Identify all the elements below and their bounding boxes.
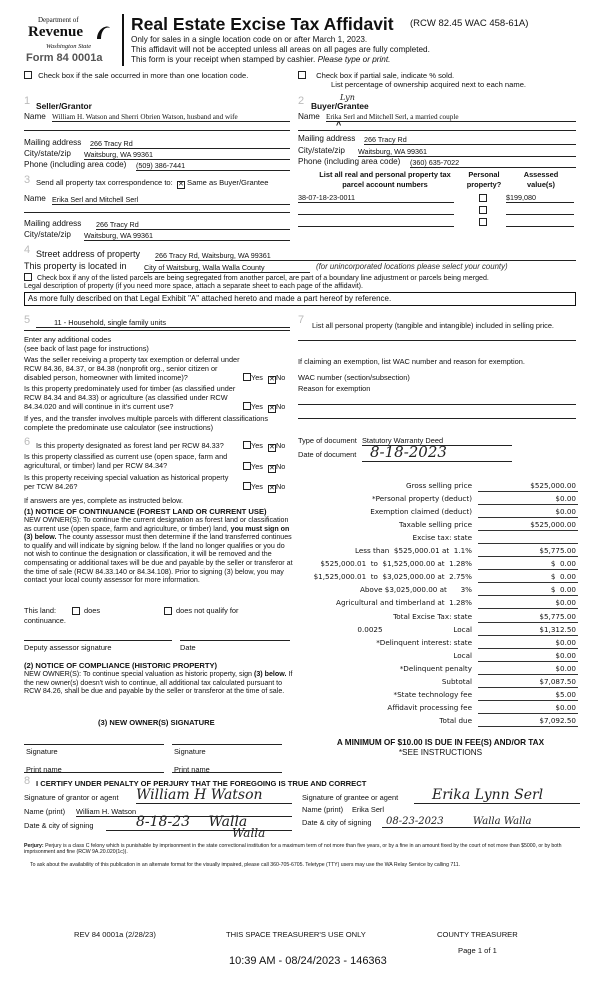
corr-row xyxy=(36,178,269,189)
fee-value[interactable]: $525,000.00 xyxy=(478,481,578,492)
corr-mail-field[interactable]: 266 Tracy Rd xyxy=(96,220,290,230)
header-divider xyxy=(122,14,124,66)
fee-row xyxy=(298,572,578,585)
section-3-number: 3 xyxy=(24,174,31,186)
signature-label-1: Signature xyxy=(26,747,58,756)
fee-row xyxy=(298,638,578,651)
fee-label: Total Excise Tax: state xyxy=(393,611,472,621)
buyer-heading: Buyer/Grantee xyxy=(311,101,369,111)
section-4-number: 4 xyxy=(24,244,31,256)
grantee-date-text: 08-23-2023 xyxy=(386,816,444,827)
deputy-signature-line[interactable] xyxy=(24,640,172,641)
fee-label: Agricultural and timberland at 1.28% xyxy=(336,598,472,608)
partial-sale-row xyxy=(298,71,454,80)
yes-label: Yes xyxy=(251,482,263,491)
buyer-mail-field[interactable]: 266 Tracy Rd xyxy=(364,135,576,145)
fee-row xyxy=(298,494,578,507)
seller-name-field[interactable]: William H. Watson and Sherri Obrien Watson, husband and wife xyxy=(52,113,290,122)
parcel-header-list: List all real and personal property tax parcel account numbers xyxy=(319,170,451,189)
location-note: (for unincorporated locations please select your county) xyxy=(316,262,508,271)
subtitle-3-b: Please type or print. xyxy=(317,55,391,64)
segregation-checkbox[interactable] xyxy=(24,273,32,281)
s5-q2-yes-checkbox[interactable] xyxy=(243,402,251,410)
subtitle-3-a: This form is your receipt when stamped by cashier. xyxy=(131,55,316,64)
doc-type-label: Type of document xyxy=(298,436,357,445)
corr-name-label: Name xyxy=(24,194,46,203)
parcel-number-field[interactable] xyxy=(298,217,454,227)
land-does-not-label: does not qualify for xyxy=(176,606,239,615)
fee-row xyxy=(298,546,578,559)
grantee-name-label: Name (print) xyxy=(302,805,344,814)
grantor-date-text: 8-18-23 xyxy=(136,814,190,830)
section-8-number: 8 xyxy=(24,775,31,787)
no-label: No xyxy=(275,441,286,450)
grantor-name-field[interactable]: William H. Watson xyxy=(76,807,292,817)
buyer-phone-field[interactable]: (360) 635-7022 xyxy=(410,158,576,168)
subtitle-1: Only for sales in a single location code on or after March 1, 2023. xyxy=(131,35,368,44)
fee-row xyxy=(298,651,578,664)
corr-name-field[interactable]: Erika Serl and Mitchell Serl xyxy=(52,195,290,205)
recording-stamp: 10:39 AM - 08/24/2023 - 146363 xyxy=(229,955,387,967)
s6-q2-no-checkbox[interactable] xyxy=(268,465,276,473)
section-2-number: 2 xyxy=(298,95,305,107)
assessed-value-field[interactable]: $199,080 xyxy=(506,193,574,203)
grantee-date-label: Date & city of signing xyxy=(302,818,372,827)
buyer-city-label: City/state/zip xyxy=(298,146,345,155)
multi-location-checkbox[interactable] xyxy=(24,71,32,79)
multi-location-row xyxy=(24,71,248,80)
reason-line-2[interactable] xyxy=(298,418,576,419)
additional-codes-label: Enter any additional codes xyxy=(24,335,112,344)
deputy-date-line[interactable] xyxy=(180,640,290,641)
doc-type-field[interactable]: Statutory Warranty Deed xyxy=(362,436,512,446)
no-label: No xyxy=(275,482,286,491)
reason-label: Reason for exemption xyxy=(298,384,371,393)
doc-date-field[interactable]: 8-18-2023 xyxy=(362,443,512,462)
page-number: Page 1 of 1 xyxy=(458,946,497,955)
land-does-checkbox[interactable] xyxy=(72,607,80,615)
fee-value[interactable]: $0.00 xyxy=(478,598,578,609)
partial-sale-label: Check box if partial sale, indicate % sold. xyxy=(316,71,455,80)
s5-q1-answer xyxy=(243,373,285,384)
form-rcw: (RCW 82.45 WAC 458-61A) xyxy=(410,18,529,29)
fee-value[interactable]: $5,775.00 xyxy=(478,546,578,557)
same-as-buyer-label: Same as Buyer/Grantee xyxy=(187,178,269,187)
location-label: This property is located in xyxy=(24,261,127,271)
parcel-row-3 xyxy=(298,217,576,228)
buyer-mail-label: Mailing address xyxy=(298,134,356,143)
fee-row xyxy=(298,520,578,533)
seller-city-row xyxy=(24,149,290,158)
new-owner-signature-heading: (3) NEW OWNER(S) SIGNATURE xyxy=(98,718,215,727)
s6-ifyes: If answers are yes, complete as instructed below. xyxy=(24,496,183,505)
fee-value[interactable]: $ 0.00 xyxy=(478,585,578,596)
buyer-phone-row xyxy=(298,157,576,166)
wac-label: WAC number (section/subsection) xyxy=(298,373,410,382)
dept-label: Department of xyxy=(38,16,79,24)
seller-name-label: Name xyxy=(24,112,46,121)
grantee-city-text: Walla Walla xyxy=(472,816,532,827)
fee-value[interactable]: $0.00 xyxy=(478,494,578,505)
section-6-number: 6 xyxy=(24,436,31,448)
seller-mail-row xyxy=(24,138,290,147)
buyer-mail-row xyxy=(298,134,576,143)
personal-property-label: List all personal property (tangible and intangible) included in selling price. xyxy=(312,321,554,330)
fee-label: Affidavit processing fee xyxy=(387,702,472,712)
subtitle-2: This affidavit will not be accepted unless all areas on all pages are fully completed. xyxy=(131,45,430,54)
certify-text: I CERTIFY UNDER PENALTY OF PERJURY THAT THE FOREGOING IS TRUE AND CORRECT xyxy=(36,779,367,788)
fee-row xyxy=(298,612,578,625)
print-name-label-2: Print name xyxy=(174,765,210,774)
fee-value[interactable]: $1,312.50 xyxy=(478,625,578,636)
use-code-line2 xyxy=(24,330,290,331)
fee-row xyxy=(298,481,578,494)
seller-city-label: City/state/zip xyxy=(24,149,71,158)
s5-q2: Is this property predominately used for timber (as classified under RCW 84.34 and 84.33) or agriculture (as classified under RCW 84.34.020 and will continue in it's current use? xyxy=(24,384,236,411)
fee-value[interactable]: $0.00 xyxy=(478,651,578,662)
seller-phone-row xyxy=(24,160,290,169)
subtitle-3 xyxy=(131,55,390,64)
treasurer-use-label: THIS SPACE TREASURER'S USE ONLY xyxy=(226,930,366,939)
alternate-format-note: To ask about the availability of this publication in an alternate format for the visually impaired, please call 360-705-6705. Teletype (TTY) users may use the WA Relay Service by calling 711. xyxy=(30,862,461,868)
doc-date-label: Date of document xyxy=(298,450,357,459)
grantor-date-label: Date & city of signing xyxy=(24,821,94,830)
parcel-header-personal: Personal property? xyxy=(466,170,502,189)
yes-label: Yes xyxy=(251,402,263,411)
s6-q3-answer xyxy=(243,482,285,493)
fee-value[interactable]: $7,092.50 xyxy=(478,716,578,727)
additional-codes-note: (see back of last page for instructions) xyxy=(24,344,149,353)
corr-city-label: City/state/zip xyxy=(24,230,71,239)
print-name-label-1: Print name xyxy=(26,765,62,774)
buyer-caret-mark: ^ xyxy=(336,120,342,130)
fee-row xyxy=(298,664,578,677)
new-owner-sig-line-1[interactable] xyxy=(24,744,164,745)
notice2-body xyxy=(24,670,296,696)
no-label: No xyxy=(275,402,286,411)
segregation-label: Check box if any of the listed parcels are being segregated from another parcel, are part of a boundary line adjustment or parcels being merged. xyxy=(36,274,489,282)
county-treasurer-label: COUNTY TREASURER xyxy=(437,930,518,939)
fee-label: Less than $525,000.01 at 1.1% xyxy=(354,546,472,556)
grantor-signature[interactable]: William H Watson xyxy=(136,787,292,804)
fee-value[interactable]: $ 0.00 xyxy=(478,572,578,583)
section-1-number: 1 xyxy=(24,95,31,107)
perjury-label: Perjury: xyxy=(24,843,44,849)
fee-label: *Delinquent interest: state xyxy=(376,637,472,647)
use-code-field[interactable]: 11 - Household, single family units xyxy=(36,318,290,328)
fee-value[interactable]: $0.00 xyxy=(478,703,578,714)
section-5-number: 5 xyxy=(24,314,31,326)
grantee-name-field[interactable]: Erika Serl xyxy=(352,805,385,814)
seller-name-row xyxy=(24,112,290,121)
multi-location-label: Check box if the sale occurred in more than one location code. xyxy=(38,71,249,80)
fee-label: *Delinquent penalty xyxy=(399,663,472,673)
fee-row xyxy=(298,690,578,703)
fee-label: Subtotal xyxy=(441,676,472,686)
no-label: No xyxy=(275,373,286,382)
s6-q2-answer xyxy=(243,462,285,473)
notice1-text-a: NEW OWNER(S): To continue the current designation as forest land or classification as current use (open space, farm and agriculture, or timber) land, xyxy=(24,516,289,533)
parcel-number-field[interactable] xyxy=(298,205,454,215)
notice1-title: (1) NOTICE OF CONTINUANCE (FOREST LAND OR CURRENT USE) xyxy=(24,507,267,516)
seller-phone-label: Phone (including area code) xyxy=(24,160,127,169)
yes-label: Yes xyxy=(251,462,263,471)
street-field[interactable]: 266 Tracy Rd, Waitsburg, WA 99361 xyxy=(155,251,576,261)
legal-description-box[interactable]: As more fully described on that Legal Exhibit "A" attached hereto and made a part hereof by reference. xyxy=(24,292,576,306)
revision-label: REV 84 0001a (2/28/23) xyxy=(74,930,156,939)
deputy-signature-label: Deputy assessor signature xyxy=(24,643,112,652)
personal-property-checkbox[interactable] xyxy=(479,194,487,202)
fee-row xyxy=(298,716,578,729)
yes-label: Yes xyxy=(251,373,263,382)
revenue-wordmark: Revenue xyxy=(28,24,83,40)
fee-row xyxy=(298,598,578,611)
s6-q3-no-checkbox[interactable] xyxy=(268,485,276,493)
notice2-text-a: NEW OWNER(S): To continue special valuation as historic property, sign xyxy=(24,670,253,678)
grantee-sig-row xyxy=(302,787,580,803)
fee-label: Exemption claimed (deduct) xyxy=(370,507,472,517)
s5-q3: If yes, and the transfer involves multiple parcels with different classifications complete the predominate use calculator (see instructions) xyxy=(24,414,269,432)
perjury-notice xyxy=(24,843,580,855)
fee-row xyxy=(298,559,578,572)
revenue-swirl-icon xyxy=(94,22,112,42)
land-does-label: does xyxy=(84,606,101,615)
perjury-text: Perjury is a class C felony which is punishable by imprisonment in the state correctional institution for a maximum term of not more than five years, or by a fine in an amount fixed by the court of not more than $5000, or by both imprisonment and fine (RCW 9A.20.020(1c)). xyxy=(24,843,562,856)
fee-label: $1,525,000.01 to $3,025,000.00 at 2.75% xyxy=(313,572,472,582)
fee-value[interactable]: $ 0.00 xyxy=(478,559,578,570)
form-number: Form 84 0001a xyxy=(26,52,103,64)
parcel-row-1 xyxy=(298,193,576,204)
notice1-text-b: you must sign on (3) below. xyxy=(24,524,290,542)
seller-mail-label: Mailing address xyxy=(24,138,82,147)
street-label: Street address of property xyxy=(36,249,141,259)
grantor-sig-row xyxy=(24,787,292,803)
fee-label: Total due xyxy=(439,715,472,725)
grantee-sig-label: Signature of grantee or agent xyxy=(302,793,399,802)
fee-value[interactable]: $7,087.50 xyxy=(478,677,578,688)
yes-label: Yes xyxy=(251,441,263,450)
corr-mail-label: Mailing address xyxy=(24,219,82,228)
fee-label: Above $3,025,000.00 at 3% xyxy=(359,585,472,595)
fee-value[interactable]: $5.00 xyxy=(478,690,578,701)
corr-mail-row xyxy=(24,219,290,228)
minimum-due-note: A MINIMUM OF $10.00 IS DUE IN FEE(S) AND/OR TAX xyxy=(336,738,545,747)
fee-row xyxy=(298,507,578,520)
buyer-phone-label: Phone (including area code) xyxy=(298,157,401,166)
notice1-text-c: The county assessor must then determine if the land transferred continues to qualify and will indicate by signing below. If the land no longer qualifies or you do not wish to continue the designation or classification, it will be removed and the compensating or additional taxes will be due and payable by the seller or transferor at the time of sale (RCW 84.33.140 or 84.34.108). Prior to signing (3) below, you may contact your local county assessor for more information. xyxy=(24,533,293,585)
fee-value[interactable]: $525,000.00 xyxy=(478,520,578,531)
fee-value[interactable]: $0.00 xyxy=(478,664,578,675)
s5-q1: Was the seller receiving a property tax exemption or deferral under RCW 84.36, 84.37, or 84.38 (nonprofit org., senior citizen or disabled person, homeowner with limited income)? xyxy=(24,355,240,382)
corr-name-line2 xyxy=(24,212,290,213)
form-title: Real Estate Excise Tax Affidavit xyxy=(131,14,394,34)
grantee-name-row xyxy=(302,805,580,814)
fee-label: *State technology fee xyxy=(393,689,472,699)
notice1-body xyxy=(24,516,294,585)
fee-row xyxy=(298,533,578,546)
land-does-not-checkbox[interactable] xyxy=(164,607,172,615)
fee-label: 0.0025 Local xyxy=(357,624,472,634)
seller-heading: Seller/Grantor xyxy=(36,101,92,111)
no-label: No xyxy=(275,462,286,471)
corr-label: Send all property tax correspondence to: xyxy=(36,178,173,187)
doc-date-row xyxy=(298,443,576,461)
segregation-row xyxy=(24,273,584,282)
this-land-label: This land: xyxy=(24,606,57,615)
fee-label: $525,000.01 to $1,525,000.00 at 1.28% xyxy=(320,559,472,569)
personal-property-checkbox[interactable] xyxy=(479,206,487,214)
corr-name-row xyxy=(24,194,290,203)
s6-q3: Is this property receiving special valuation as historical property per TCW 84.26? xyxy=(24,473,229,491)
assessed-value-field[interactable] xyxy=(506,217,574,227)
seller-name-line2 xyxy=(24,130,290,131)
location-row xyxy=(24,261,576,271)
same-as-buyer-checkbox[interactable] xyxy=(177,181,185,189)
exemption-label: If claiming an exemption, list WAC number and reason for exemption. xyxy=(298,357,525,366)
buyer-city-field[interactable]: Waitsburg, WA 99361 xyxy=(358,147,576,157)
wa-state-label: Washington State xyxy=(46,43,92,50)
buyer-handwritten-insert: Lyn xyxy=(340,93,355,102)
s5-q1-no-checkbox[interactable] xyxy=(268,376,276,384)
deputy-date-label: Date xyxy=(180,643,196,652)
s6-q1-no-checkbox[interactable] xyxy=(268,444,276,452)
signature-label-2: Signature xyxy=(174,747,206,756)
fee-value[interactable]: $5,775.00 xyxy=(478,612,578,623)
s6-q1-answer xyxy=(243,441,285,452)
fee-value[interactable]: $0.00 xyxy=(478,507,578,518)
fee-label: Local xyxy=(453,650,472,660)
assessed-value-field[interactable] xyxy=(506,205,574,215)
grantee-signature[interactable]: Erika Lynn Serl xyxy=(414,787,580,804)
corr-city-row xyxy=(24,230,290,239)
fee-label: Excise tax: state xyxy=(412,533,472,543)
s6-q2: Is this property classified as current use (open space, farm and agricultural, or timber) land per RCW 84.34? xyxy=(24,452,228,470)
buyer-name-label: Name xyxy=(298,112,320,121)
fee-row xyxy=(298,677,578,690)
grantor-sig-label: Signature of grantor or agent xyxy=(24,793,119,802)
s5-q1-yes-checkbox[interactable] xyxy=(243,373,251,381)
new-owner-sig-line-2[interactable] xyxy=(172,744,282,745)
seller-phone-field[interactable]: (509) 386-7441 xyxy=(136,161,290,171)
reason-line-1[interactable] xyxy=(298,404,576,405)
grantee-date-field[interactable] xyxy=(382,816,580,828)
grantor-city-continued: Walla xyxy=(232,826,266,840)
s6-q2-yes-checkbox[interactable] xyxy=(243,462,251,470)
personal-property-line-1[interactable] xyxy=(298,340,576,341)
fee-row xyxy=(298,703,578,716)
buyer-city-row xyxy=(298,146,576,155)
street-row xyxy=(36,249,576,259)
parcel-header-assessed: Assessed value(s) xyxy=(523,170,559,189)
legal-label: Legal description of property (if you need more space, attach a separate sheet to each page of the affidavit). xyxy=(24,282,364,290)
buyer-name-field[interactable]: Erika Serl and Mitchell Serl, a married couple xyxy=(326,113,576,122)
fee-value[interactable]: $0.00 xyxy=(478,638,578,649)
land-qualify-row xyxy=(24,606,294,615)
fee-row xyxy=(298,625,578,638)
s5-q2-no-checkbox[interactable] xyxy=(268,405,276,413)
buyer-name-line2 xyxy=(298,130,576,131)
s6-q1: Is this property designated as forest land per RCW 84.33? xyxy=(36,441,224,450)
fee-label: Gross selling price xyxy=(406,481,472,490)
parcel-number-field[interactable]: 38-07-18-23-0011 xyxy=(298,193,454,203)
notice2-title: (2) NOTICE OF COMPLIANCE (HISTORIC PROPERTY) xyxy=(24,661,218,670)
partial-sale-checkbox[interactable] xyxy=(298,71,306,79)
location-field[interactable]: City of Waitsburg, Walla Walla County xyxy=(144,263,310,273)
fee-row xyxy=(298,585,578,598)
notice2-text-c: If the new owner(s) doesn't wish to continue, all additional tax calculated pursuant to RCW 84.26, shall be due and payable by the seller or transferor at the time of sale. xyxy=(24,670,293,696)
seller-city-field[interactable]: Waitsburg, WA 99361 xyxy=(84,150,290,160)
s5-q2-answer xyxy=(243,402,285,413)
fee-label: Taxable selling price xyxy=(399,520,472,530)
s6-q1-yes-checkbox[interactable] xyxy=(243,441,251,449)
grantee-date-row xyxy=(302,818,580,827)
section-7-number: 7 xyxy=(298,314,305,326)
fee-value[interactable] xyxy=(478,533,578,544)
fee-label: *Personal property (deduct) xyxy=(372,494,472,504)
personal-property-checkbox[interactable] xyxy=(479,218,487,226)
ownership-note: List percentage of ownership acquired next to each name. xyxy=(331,80,527,89)
notice2-text-b: (3) below. xyxy=(254,670,287,678)
see-instructions: *SEE INSTRUCTIONS xyxy=(398,748,483,757)
seller-mail-field[interactable]: 266 Tracy Rd xyxy=(90,139,290,149)
s6-q3-yes-checkbox[interactable] xyxy=(243,482,251,490)
continuance-label: continuance. xyxy=(24,616,66,625)
corr-city-field[interactable]: Waitsburg, WA 99361 xyxy=(84,231,290,241)
grantor-name-label: Name (print) xyxy=(24,807,66,816)
grantor-city-text: Walla xyxy=(208,814,248,830)
parcel-row-2 xyxy=(298,205,576,216)
